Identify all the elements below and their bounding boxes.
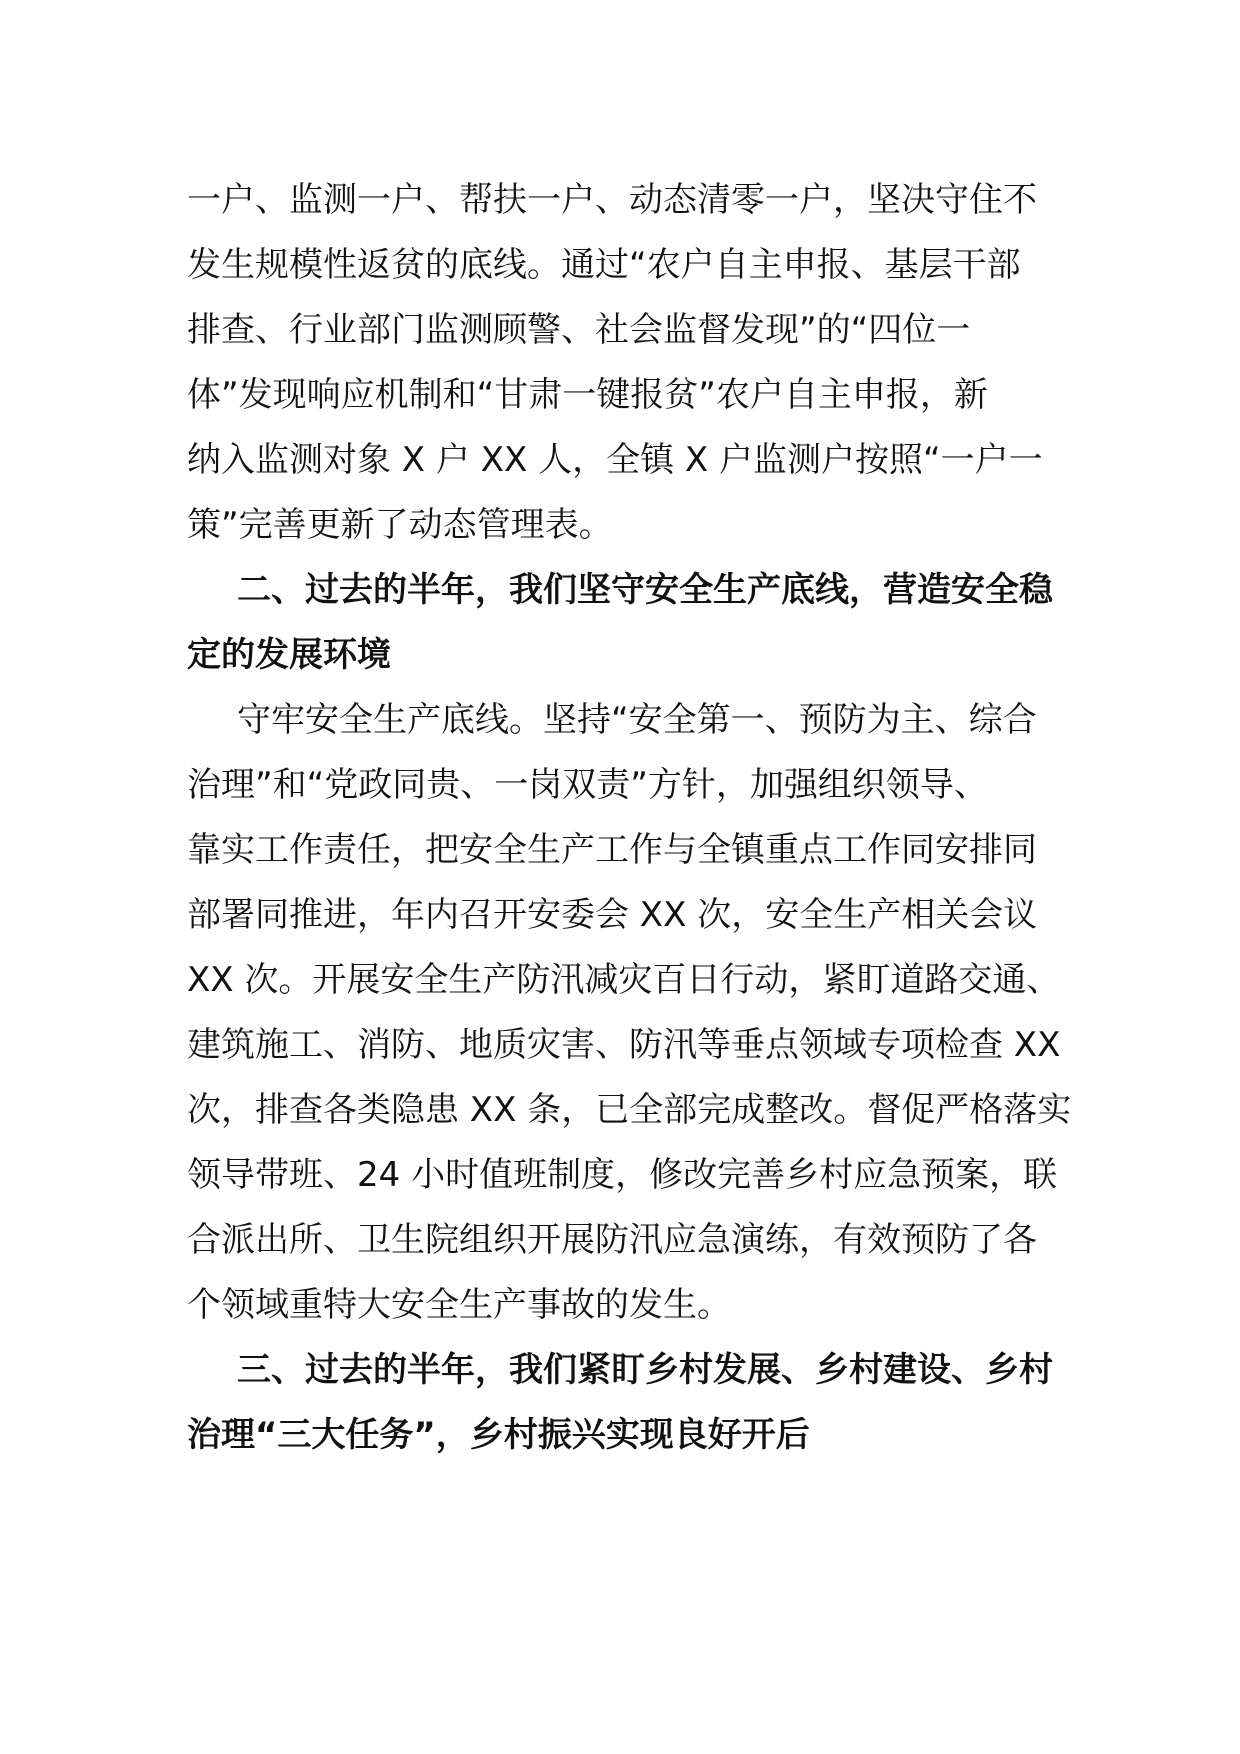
text-line: 靠实工作责任，把安全生产工作与全镇重点工作同安排同 [187,830,1037,870]
text-line: 守牢安全生产底线。坚持“安全第一、预防为主、综合 [237,700,1037,740]
heading-line: 治理“三大任务”，乡村振兴实现良好开后 [187,1415,810,1455]
text-line: 建筑施工、消防、地质灾害、防汛等垂点领域专项检查 XX [187,1025,1061,1065]
text-line: 一户、监测一户、帮扶一户、动态清零一户，坚决守住不 [187,180,1037,220]
text-line: 领导带班、24 小时值班制度，修改完善乡村应急预案，联 [187,1155,1058,1195]
heading-line: 二、过去的半年，我们坚守安全生产底线，营造安全稳 [237,570,1053,610]
paragraph-poverty-monitoring [187,168,1057,558]
text-line: 纳入监测对象 X 户 XX 人，全镇 X 户监测户按照“一户一 [187,440,1043,480]
text-line: 排查、行业部门监测顾警、社会监督发现”的“四位一 [187,310,971,350]
text-line: 部署同推进，年内召开安委会 XX 次，安全生产相关会议 [187,895,1038,935]
text-line: 合派出所、卫生院组织开展防汛应急演练，有效预防了各 [187,1220,1037,1260]
text-line: 治理”和“党政同贵、一岗双责”方针，加强组织领导、 [187,765,988,805]
text-line: 体”发现响应机制和“甘肃一键报贫”农户自主申报，新 [187,375,988,415]
heading-line: 三、过去的半年，我们紧盯乡村发展、乡村建设、乡村 [237,1350,1053,1390]
text-line: 次，排查各类隐患 XX 条，已全部完成整改。督促严格落实 [187,1090,1072,1130]
text-line: 个领域重特大安全生产事故的发生。 [187,1285,731,1325]
text-line: XX 次。开展安全生产防汛减灾百日行动，紧盯道路交通、 [187,960,1061,1000]
text-line: 策”完善更新了动态管理表。 [187,505,613,545]
document-body [187,168,1072,1468]
text-line: 发生规模性返贫的底线。通过“农户自主申报、基层干部 [187,245,1021,285]
section-heading-3 [187,1338,1057,1468]
paragraph-safety-production [187,688,1072,1338]
section-heading-2 [187,558,1057,688]
heading-line: 定的发展环境 [187,635,391,675]
